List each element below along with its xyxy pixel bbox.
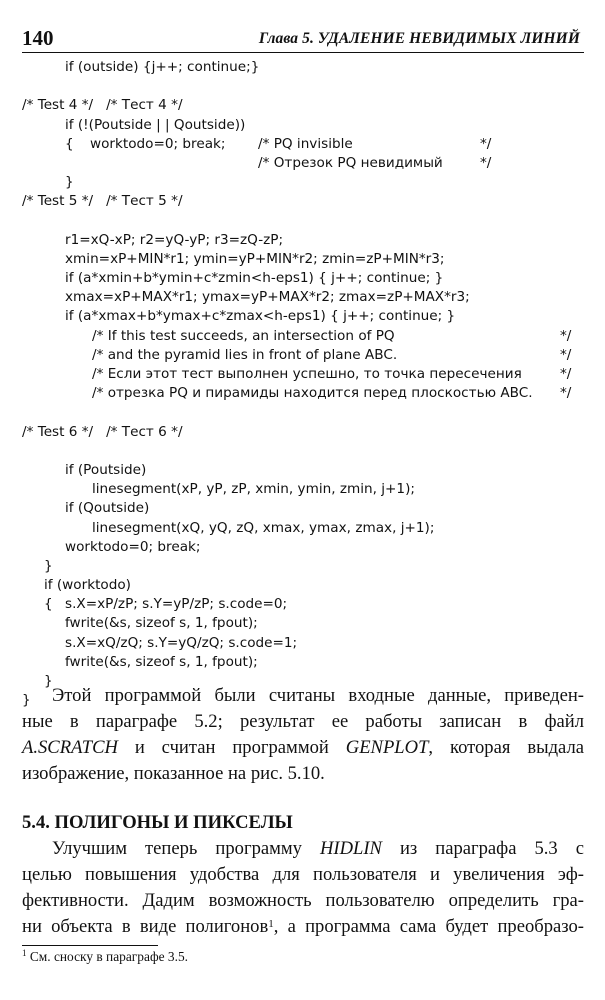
code-text: linesegment(xQ, yQ, zQ, xmax, ymax, zmax, j+1); [92, 519, 435, 536]
code-line [22, 192, 582, 211]
footnote-number: 1 [22, 948, 27, 958]
code-text: /* Если этот тест выполнен успешно, то точка пересечения [92, 366, 522, 382]
code-line [22, 461, 582, 480]
code-line [22, 499, 582, 518]
paragraph-line: изображение, показанное на рис. 5.10. [22, 763, 325, 784]
code-text: worktodo=0; break; [90, 135, 226, 152]
code-listing [22, 58, 582, 710]
code-text: fwrite(&s, sizeof s, 1, fpout); [65, 653, 258, 670]
footnote-text: См. сноску в параграфе 3.5. [26, 949, 188, 964]
paragraph-line: ные в параграфе 5.2; результат ее работы записан в файл [22, 711, 584, 732]
code-text: s.X=xQ/zQ; s.Y=yQ/zQ; s.code=1; [65, 634, 298, 651]
code-text: */ [560, 366, 572, 382]
paragraph-line: Улучшим теперь программу HIDLIN из параграфа 5.3 с [52, 838, 584, 859]
footnote-marker[interactable]: 1 [268, 918, 274, 930]
code-line [22, 480, 582, 499]
code-text: xmax=xP+MAX*r1; ymax=yP+MAX*r2; zmax=zP+MAX*r3; [65, 289, 470, 306]
paragraph-polygons [22, 836, 584, 940]
code-line [22, 212, 582, 231]
code-line [22, 346, 582, 365]
header-rule [22, 52, 584, 53]
code-text: if (a*xmax+b*ymax+c*zmax<h-eps1) { j++; continue; } [65, 308, 456, 325]
code-text: */ [560, 346, 572, 363]
code-line [22, 154, 582, 173]
code-text: xmin=xP+MIN*r1; ymin=yP+MIN*r2; zmin=zP+MIN*r3; [65, 250, 445, 267]
code-line [22, 96, 582, 115]
running-head: Глава 5. УДАЛЕНИЕ НЕВИДИМЫХ ЛИНИЙ [258, 30, 580, 47]
code-line [22, 576, 582, 595]
code-line [22, 365, 582, 384]
code-text: if (Poutside) [65, 461, 147, 478]
code-text: { [44, 596, 53, 613]
code-line [22, 557, 582, 576]
code-text: r1=xQ-xP; r2=yQ-yP; r3=zQ-zP; [65, 231, 284, 248]
paragraph-line: целью повышения удобства для пользователя и увеличения эф- [22, 864, 584, 885]
paragraph-line: Этой программой были считаны входные данные, приведен- [52, 685, 584, 706]
code-text: /* and the pyramid lies in front of plane ABC. [92, 346, 398, 363]
code-line [22, 442, 582, 461]
code-text: /* отрезка PQ и пирамиды находится перед плоскостью ABC. [92, 385, 533, 402]
code-text: } [44, 673, 53, 689]
code-line [22, 634, 582, 653]
footnote-rule [22, 945, 158, 946]
code-line [22, 614, 582, 633]
code-text: { [65, 135, 74, 152]
code-line [22, 135, 582, 154]
code-text: if (!(Poutside | | Qoutside)) [65, 116, 246, 133]
code-text: } [65, 174, 74, 191]
code-text: */ [480, 135, 492, 152]
code-text: */ [560, 327, 572, 344]
code-line [22, 307, 582, 326]
paragraph-line: фективности. Дадим возможность пользователю определить гра- [22, 890, 584, 911]
page-number: 140 [22, 26, 54, 50]
code-line [22, 58, 582, 77]
code-text: linesegment(xP, yP, zP, xmin, ymin, zmin, j+1); [92, 481, 415, 498]
paragraph-line: ни объекта в виде полигонов$^1$, а программа сама будет преобразо- [22, 916, 584, 937]
code-line [22, 173, 582, 192]
code-text: if (worktodo) [44, 577, 131, 594]
paragraph-results [22, 683, 584, 787]
footnote [22, 949, 188, 965]
code-line [22, 250, 582, 269]
code-text: if (Qoutside) [65, 500, 150, 517]
code-text: worktodo=0; break; [65, 538, 201, 555]
code-line [22, 538, 582, 557]
code-line [22, 403, 582, 422]
code-text: if (outside) {j++; continue;} [65, 59, 260, 75]
code-line [22, 77, 582, 96]
file-name: A.SCRATCH [22, 737, 118, 758]
code-line [22, 231, 582, 250]
code-line [22, 595, 582, 614]
code-text: } [22, 692, 31, 709]
code-line [22, 653, 582, 672]
paragraph-line: A.SCRATCH и считан программой GENPLOT, которая выдала [22, 737, 584, 758]
code-line [22, 269, 582, 288]
section-heading: 5.4. ПОЛИГОНЫ И ПИКСЕЛЫ [22, 812, 293, 833]
program-name: HIDLIN [319, 838, 382, 859]
code-text: fwrite(&s, sizeof s, 1, fpout); [65, 615, 258, 632]
code-line [22, 116, 582, 135]
code-line [22, 288, 582, 307]
code-line [22, 327, 582, 346]
code-text: /* If this test succeeds, an intersection of PQ [92, 327, 395, 344]
code-text: /* Test 4 */ /* Тест 4 */ [22, 97, 183, 114]
code-text: /* PQ invisible [258, 135, 353, 152]
code-line [22, 423, 582, 442]
code-text: */ [480, 154, 492, 171]
code-line [22, 384, 582, 403]
code-text: */ [560, 385, 572, 402]
program-name: GENPLOT [345, 737, 429, 758]
code-text: if (a*xmin+b*ymin+c*zmin<h-eps1) { j++; continue; } [65, 270, 444, 287]
code-text: /* Отрезок PQ невидимый [258, 154, 443, 171]
code-line [22, 519, 582, 538]
code-text: s.X=xP/zP; s.Y=yP/zP; s.code=0; [65, 596, 288, 613]
code-text: } [44, 557, 53, 574]
page-header [22, 26, 582, 52]
code-text: /* Test 5 */ /* Тест 5 */ [22, 193, 183, 210]
code-text: /* Test 6 */ /* Тест 6 */ [22, 423, 183, 440]
